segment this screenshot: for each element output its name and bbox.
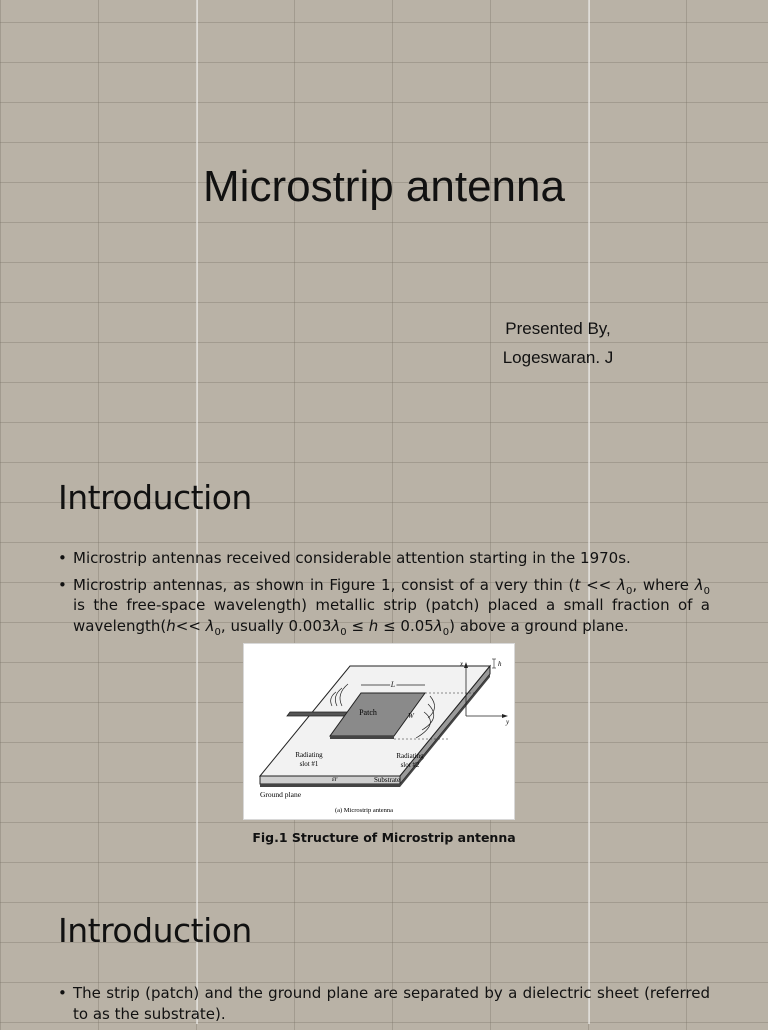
- bullet-item: • The strip (patch) and the ground plane are separated by a dielectric sheet (referred to as the substrate).: [58, 983, 710, 1024]
- antenna-figure: [243, 643, 515, 820]
- ground-plane-label: Ground plane: [260, 790, 302, 799]
- microstrip-diagram: [244, 644, 514, 819]
- slot1-label: Radiating: [295, 751, 323, 759]
- section-heading: Introduction: [58, 911, 252, 950]
- axis-y-label: y: [506, 718, 510, 726]
- feed-line: [287, 712, 348, 716]
- slot2-label-2: slot #2: [400, 761, 420, 769]
- slot2-label: Radiating: [396, 752, 424, 760]
- figure-subcaption: (a) Microstrip antenna: [334, 807, 394, 814]
- dim-L-label: L: [390, 680, 396, 689]
- dim-h-label: h: [498, 660, 502, 668]
- section-heading: Introduction: [58, 478, 252, 517]
- slot1-label-2: slot #1: [299, 760, 319, 768]
- patch-label: Patch: [359, 708, 377, 717]
- figure-caption: Fig.1 Structure of Microstrip antenna: [252, 830, 516, 845]
- bullet-list: [58, 548, 710, 642]
- bullet-item: • Microstrip antennas, as shown in Figure 1, consist of a very thin ($t << \lambda_0$, where $\lambda_0$ is the free-space wavelength) metallic strip (patch) placed a small fraction of a wavelength(h<< $\lambda_0$, usually $0.003\lambda_0 \le h \le 0.05\lambda_0$) above a ground plane.: [58, 575, 710, 637]
- substrate-label: Substrate: [374, 776, 401, 784]
- epsilon-label: εr: [332, 775, 338, 783]
- grid-line: [588, 0, 590, 1024]
- presenter-name: Logeswaran. J: [502, 348, 614, 367]
- slide-title: Microstrip antenna: [203, 162, 565, 211]
- bullet-item: • Microstrip antennas received considerable attention starting in the 1970s.: [58, 548, 710, 569]
- dim-W-label: W: [408, 712, 414, 720]
- presented-by-label: Presented By,: [505, 319, 611, 338]
- bullet-list: [58, 983, 710, 1030]
- presenter-block: [478, 314, 638, 372]
- axis-x-label: x: [460, 660, 464, 668]
